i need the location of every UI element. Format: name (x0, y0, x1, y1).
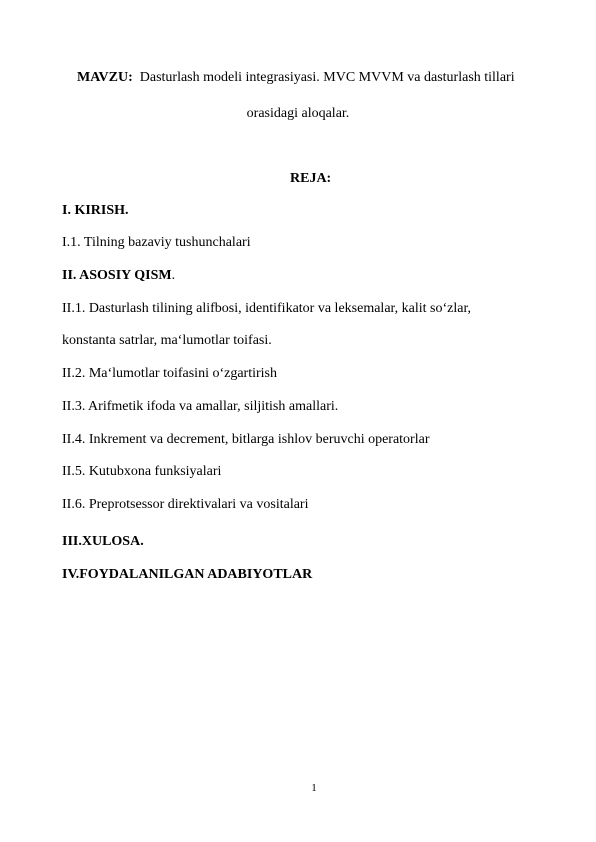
section-main-dot: . (171, 268, 176, 283)
section-main-5: II.5. Kutubxona funksiyalari (62, 464, 222, 479)
section-main-3: II.3. Arifmetik ifoda va amallar, siljitish amallari. (62, 399, 339, 414)
section-intro: I. KIRISH. (62, 203, 129, 218)
section-main (62, 268, 175, 284)
topic-line-1 (77, 70, 515, 86)
plan-heading: REJA: (290, 171, 332, 186)
section-main-1-line-2: konstanta satrlar, ma‘lumotlar toifasi. (62, 333, 272, 348)
section-main-4: II.4. Inkrement va decrement, bitlarga ishlov beruvchi operatorlar (62, 432, 430, 447)
topic-label: MAVZU: (77, 70, 133, 85)
page-number: 1 (311, 782, 317, 794)
topic-line-2: orasidagi aloqalar. (246, 106, 350, 121)
section-main-1-line-1: II.1. Dasturlash tilining alifbosi, identifikator va leksemalar, kalit so‘zlar, (62, 301, 472, 316)
section-references: IV.FOYDALANILGAN ADABIYOTLAR (62, 567, 313, 582)
section-main-title: II. ASOSIY QISM (62, 268, 172, 283)
section-conclusion: III.XULOSA. (62, 534, 144, 549)
section-main-6: II.6. Preprotsessor direktivalari va vositalari (62, 497, 309, 512)
topic-title-part-1: Dasturlash modeli integrasiyasi. MVC MVVM va dasturlash tillari (139, 70, 515, 85)
section-intro-1: I.1. Tilning bazaviy tushunchalari (62, 235, 251, 250)
section-main-2: II.2. Ma‘lumotlar toifasini o‘zgartirish (62, 366, 277, 381)
